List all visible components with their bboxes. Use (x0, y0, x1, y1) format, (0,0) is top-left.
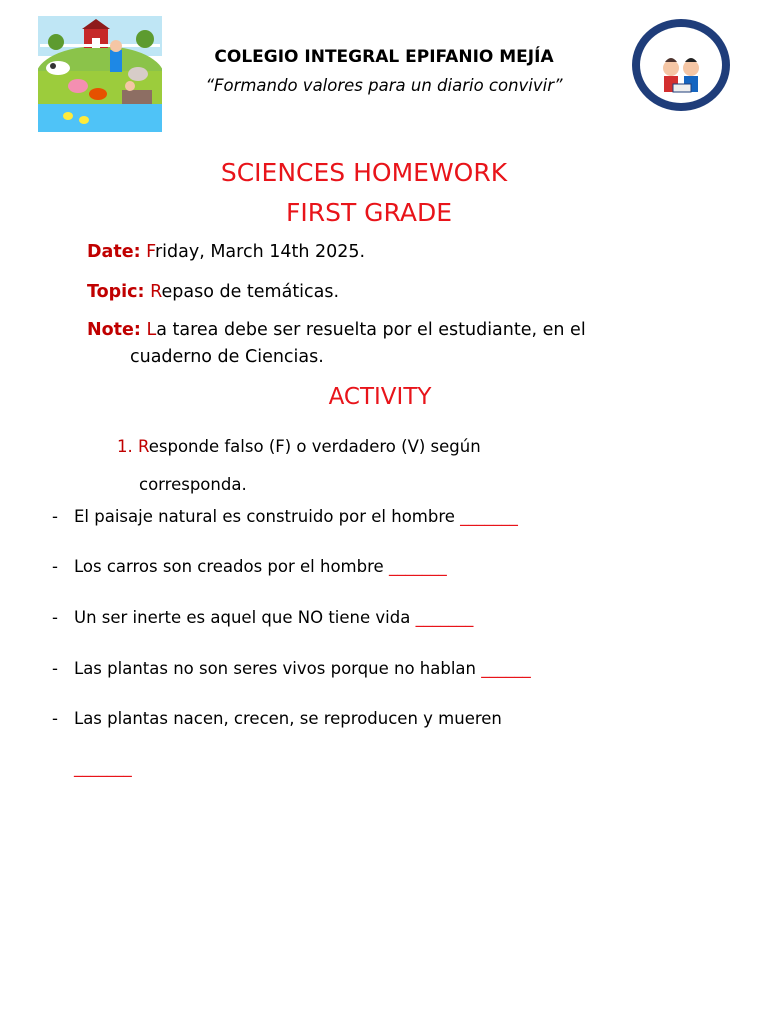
activity-heading: ACTIVITY (328, 384, 432, 410)
topic-field (87, 279, 339, 306)
answer-blank: _______ (74, 758, 132, 777)
list-dash: - (52, 659, 58, 678)
statement-item (52, 557, 447, 576)
instruction-text: esponde falso (F) o verdadero (V) según (148, 437, 481, 456)
list-dash: - (52, 507, 58, 526)
statement-text: Las plantas nacen, crecen, se reproducen y mueren (74, 709, 502, 728)
date-label: Date: (87, 242, 141, 262)
list-dash: - (52, 608, 58, 627)
note-value: a tarea debe ser resuelta por el estudiante, en el (156, 320, 586, 340)
statement-item (52, 659, 531, 678)
list-dash: - (52, 557, 58, 576)
answer-blank: _______ (388, 557, 447, 576)
note-field (87, 317, 647, 371)
date-first-letter: F (146, 242, 155, 262)
grade-title: FIRST GRADE (285, 198, 453, 227)
statement-text: Los carros son creados por el hombre (74, 557, 389, 576)
statement-item (52, 608, 473, 627)
statement-text: El paisaje natural es construido por el hombre (74, 507, 461, 526)
answer-blank: ______ (481, 659, 531, 678)
farm-illustration (38, 16, 162, 132)
topic-value: epaso de temáticas. (161, 282, 340, 302)
list-dash: - (52, 709, 58, 728)
instruction-item (117, 428, 481, 504)
answer-blank: _______ (460, 507, 518, 526)
answer-blank: _______ (415, 608, 474, 627)
statement-item (52, 709, 502, 728)
statement-item (52, 507, 518, 526)
school-name: COLEGIO INTEGRAL EPIFANIO MEJÍA (214, 47, 554, 67)
instruction-continuation: corresponda. (139, 475, 247, 494)
note-first-letter: L (146, 320, 157, 340)
date-value: riday, March 14th 2025. (154, 242, 366, 262)
note-continuation: cuaderno de Ciencias. (130, 347, 324, 367)
statement-text: Las plantas no son seres vivos porque no hablan (74, 659, 482, 678)
homework-title: SCIENCES HOMEWORK (220, 158, 508, 187)
instruction-first-letter: R (138, 437, 149, 456)
topic-first-letter: R (150, 282, 162, 302)
statement-text: Un ser inerte es aquel que NO tiene vida (74, 608, 416, 627)
topic-label: Topic: (87, 282, 145, 302)
date-field (87, 239, 365, 266)
instruction-number: 1. (117, 437, 133, 456)
school-motto: “Formando valores para un diario convivir” (205, 76, 563, 95)
note-label: Note: (87, 320, 141, 340)
